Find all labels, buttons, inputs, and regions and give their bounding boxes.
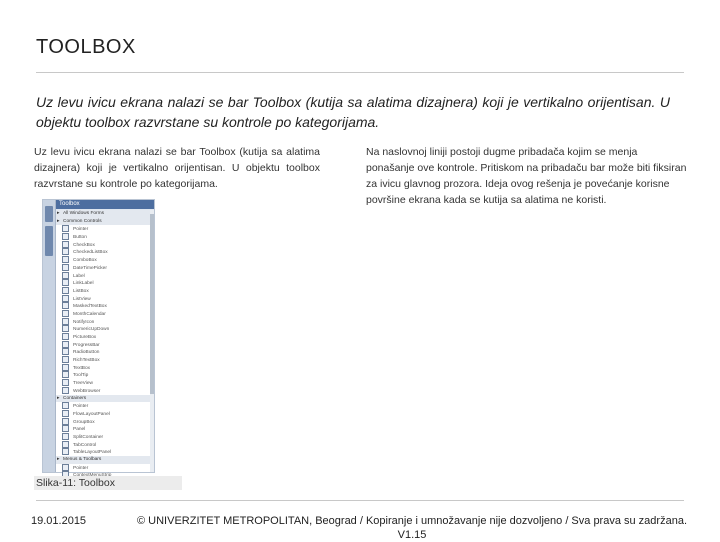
toolbox-item-list <box>56 210 150 472</box>
toolbox-row-label: CheckBox <box>73 242 95 248</box>
toolbox-item <box>56 287 150 295</box>
toolbox-item <box>56 464 150 472</box>
toolbox-item <box>56 448 150 456</box>
toolbox-row-label: MonthCalendar <box>73 311 106 317</box>
control-icon <box>62 233 69 240</box>
collapse-arrow-icon: ▸ <box>57 457 60 463</box>
footer-date: 19.01.2015 <box>31 515 87 527</box>
toolbox-item <box>56 433 150 441</box>
figure-caption: Slika-11: Toolbox <box>34 476 182 490</box>
toolbox-row-label: Pointer <box>73 403 89 409</box>
side-tab-marker <box>45 206 53 222</box>
toolbox-row-label: Menus & Toolbars <box>63 457 102 462</box>
collapse-arrow-icon: ▸ <box>57 395 60 401</box>
control-icon <box>62 279 69 286</box>
toolbox-category <box>56 218 150 226</box>
toolbox-item <box>56 402 150 410</box>
toolbox-item <box>56 272 150 280</box>
toolbox-row-label: TableLayoutPanel <box>73 450 112 456</box>
toolbox-row-label: TreeView <box>73 380 93 386</box>
toolbox-row-label: NotifyIcon <box>73 319 95 325</box>
left-column-text: Uz levu ivicu ekrana nalazi se bar Toolbox (kutija sa alatima dizajnera) koji je vertikalno orijentisan. U objektu toolbox razvrstane su kontrole po kategorijama. <box>34 146 320 190</box>
toolbox-row-label: SplitContainer <box>73 434 104 440</box>
toolbox-row-label: CheckedListBox <box>73 250 108 256</box>
control-icon <box>62 448 69 455</box>
toolbox-item <box>56 310 150 318</box>
toolbox-row-label: All Windows Forms <box>63 211 105 216</box>
control-icon <box>62 379 69 386</box>
control-icon <box>62 325 69 332</box>
copyright-line: © UNIVERZITET METROPOLITAN, Beograd / Kopiranje i umnožavanje nije dozvoljeno / Sva prava su zadržana. <box>137 515 687 527</box>
control-icon <box>62 333 69 340</box>
toolbox-row-label: TabControl <box>73 442 97 448</box>
toolbox-item <box>56 356 150 364</box>
toolbox-item <box>56 225 150 233</box>
toolbox-row-label: MaskedTextBox <box>73 304 107 310</box>
toolbox-row-label: Common Controls <box>63 218 102 224</box>
control-icon <box>62 264 69 271</box>
footer-divider <box>36 500 684 501</box>
collapse-arrow-icon: ▸ <box>57 218 60 224</box>
side-tab-marker <box>45 226 53 256</box>
right-column-text: Na naslovnoj liniji postoji dugme pribadača kojim se menja ponašanje ove kontrole. Pritiskom na pribadaču bar može biti fiksiran za ivicu glavnog prozora. Ideja ovog rešenja je povećanje korisne površine ekrana kada se kutija sa alatima ne koristi. <box>366 146 687 206</box>
control-icon <box>62 302 69 309</box>
toolbox-item <box>56 279 150 287</box>
toolbox-row-label: Pointer <box>73 465 89 471</box>
control-icon <box>62 371 69 378</box>
toolbox-item <box>56 418 150 426</box>
toolbox-item <box>56 425 150 433</box>
toolbox-category <box>56 395 150 403</box>
toolbox-row-label: Label <box>73 273 85 279</box>
toolbox-row-label: LinkLabel <box>73 280 94 286</box>
top-divider <box>36 72 684 73</box>
control-icon <box>62 464 69 471</box>
toolbox-item <box>56 233 150 241</box>
toolbox-row-label: Containers <box>63 395 87 401</box>
control-icon <box>62 225 69 232</box>
toolbox-row-label: GroupBox <box>73 419 95 425</box>
toolbox-row-label: ListView <box>73 296 91 302</box>
control-icon <box>62 418 69 425</box>
toolbox-row-label: ComboBox <box>73 257 97 263</box>
toolbox-side-strip <box>43 200 56 472</box>
toolbox-row-label: ListBox <box>73 288 89 294</box>
toolbox-item <box>56 341 150 349</box>
toolbox-item <box>56 264 150 272</box>
intro-paragraph: Uz levu ivicu ekrana nalazi se bar Toolbox (kutija sa alatima dizajnera) koji je vertikalno orijentisan. U objektu toolbox razvrstane su kontrole po kategorijama. <box>36 94 670 130</box>
toolbox-item <box>56 241 150 249</box>
toolbox-item <box>56 387 150 395</box>
toolbox-category <box>56 456 150 464</box>
control-icon <box>62 433 69 440</box>
control-icon <box>62 387 69 394</box>
toolbox-item <box>56 302 150 310</box>
control-icon <box>62 410 69 417</box>
toolbox-scrollbar <box>150 210 154 472</box>
toolbox-row-label: ToolTip <box>73 373 89 379</box>
toolbox-row-label: NumericUpDown <box>73 327 110 333</box>
toolbox-item <box>56 371 150 379</box>
toolbox-row-label: PictureBox <box>73 334 97 340</box>
toolbox-row-label: Pointer <box>73 227 89 233</box>
toolbox-item <box>56 410 150 418</box>
control-icon <box>62 341 69 348</box>
toolbox-row-label: Button <box>73 234 87 240</box>
control-icon <box>62 272 69 279</box>
toolbox-item <box>56 364 150 372</box>
control-icon <box>62 318 69 325</box>
toolbox-item <box>56 441 150 449</box>
control-icon <box>62 287 69 294</box>
version-line: V1.15 <box>397 529 427 541</box>
toolbox-item <box>56 325 150 333</box>
control-icon <box>62 248 69 255</box>
toolbox-row-label: ProgressBar <box>73 342 100 348</box>
toolbox-row-label: TextBox <box>73 365 91 371</box>
toolbox-category <box>56 210 150 218</box>
collapse-arrow-icon: ▸ <box>57 211 60 217</box>
control-icon <box>62 441 69 448</box>
slide-title: TOOLBOX <box>36 36 136 58</box>
toolbox-row-label: DateTimePicker <box>73 265 107 271</box>
toolbox-row-label: WebBrowser <box>73 388 101 394</box>
toolbox-item <box>56 333 150 341</box>
toolbox-row-label: RadioButton <box>73 350 100 356</box>
control-icon <box>62 241 69 248</box>
toolbox-item <box>56 318 150 326</box>
control-icon <box>62 364 69 371</box>
control-icon <box>62 256 69 263</box>
control-icon <box>62 310 69 317</box>
toolbox-screenshot <box>42 199 155 473</box>
toolbox-item <box>56 295 150 303</box>
footer-copyright <box>134 514 690 542</box>
control-icon <box>62 356 69 363</box>
toolbox-row-label: Panel <box>73 427 86 433</box>
control-icon <box>62 402 69 409</box>
control-icon <box>62 348 69 355</box>
toolbox-item <box>56 379 150 387</box>
toolbox-item <box>56 248 150 256</box>
control-icon <box>62 425 69 432</box>
toolbox-row-label: RichTextBox <box>73 357 100 363</box>
toolbox-item <box>56 256 150 264</box>
toolbox-row-label: FlowLayoutPanel <box>73 411 110 417</box>
control-icon <box>62 295 69 302</box>
toolbox-item <box>56 348 150 356</box>
toolbox-header: Toolbox <box>56 200 154 209</box>
